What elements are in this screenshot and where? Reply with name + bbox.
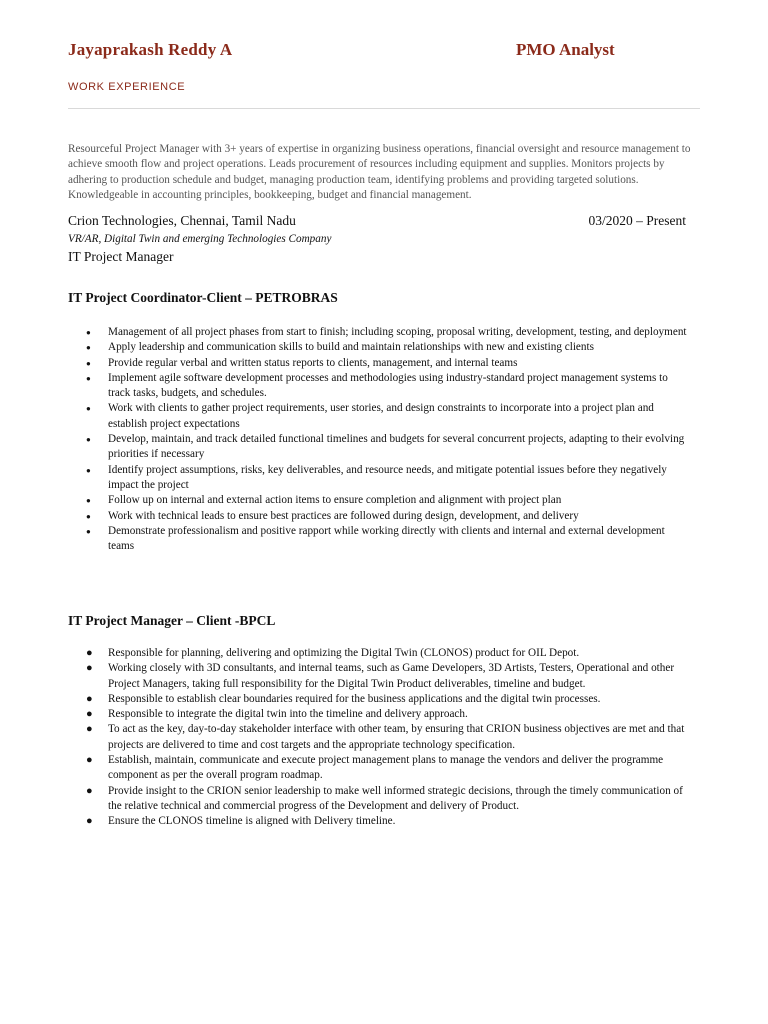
list-item-text: Responsible for planning, delivering and optimizing the Digital Twin (CLONOS) product for OIL Depot. bbox=[108, 647, 580, 659]
candidate-name: Jayaprakash Reddy A bbox=[68, 40, 233, 59]
petrobras-responsibilities bbox=[68, 325, 688, 554]
list-item-text: Demonstrate professionalism and positive rapport while working directly with clients and internal and external development teams bbox=[108, 524, 665, 553]
job-title: IT Project Manager bbox=[68, 249, 174, 264]
list-item bbox=[68, 524, 688, 555]
list-item-text: Follow up on internal and external action items to ensure completion and alignment with project plan bbox=[108, 494, 562, 507]
list-item bbox=[68, 692, 688, 707]
candidate-role: PMO Analyst bbox=[516, 40, 615, 59]
bullet-icon: ● bbox=[86, 692, 93, 705]
list-item bbox=[68, 340, 688, 355]
bullet-icon: ● bbox=[86, 723, 93, 736]
profile-summary: Resourceful Project Manager with 3+ years of expertise in organizing business operations, financial oversight and resource management to achieve smooth flow and project operations. Leads procurement of resources including equipment and supplies. Monitors projects by adhering to production schedule and budget, managing production team, identifying problems and providing targeted solutions. Knowledgeable in accounting principles, bookkeeping, budget and financial management. bbox=[68, 143, 691, 201]
company-description: VR/AR, Digital Twin and emerging Technologies Company bbox=[68, 233, 332, 245]
list-item-text: Provide regular verbal and written status reports to clients, management, and internal teams bbox=[108, 356, 518, 369]
list-item bbox=[68, 707, 688, 722]
list-item bbox=[68, 814, 688, 829]
list-item-text: Develop, maintain, and track detailed functional timelines and budgets for several concurrent projects, adapting to their evolving priorities if necessary bbox=[108, 433, 685, 461]
bullet-icon: ● bbox=[86, 815, 93, 828]
bullet-icon: ● bbox=[86, 511, 91, 521]
list-item-text: Management of all project phases from start to finish; including scoping, proposal writing, development, testing, and deployment bbox=[108, 326, 687, 338]
company-name: Crion Technologies, Chennai, Tamil Nadu bbox=[68, 213, 296, 228]
bullet-icon: ● bbox=[86, 784, 93, 797]
bullet-icon: ● bbox=[86, 343, 91, 353]
list-item bbox=[68, 509, 688, 524]
list-item-text: Implement agile software development processes and methodologies using industry-standard project management systems to track tasks, budgets, and schedules. bbox=[108, 371, 668, 400]
company-row bbox=[68, 213, 686, 231]
bullet-icon: ● bbox=[86, 373, 91, 383]
list-item-text: Establish, maintain, communicate and execute project management plans to manage the vendors and deliver the programme component as per the overall program roadmap. bbox=[108, 754, 664, 782]
list-item-text: Apply leadership and communication skills to build and maintain relationships with new and existing clients bbox=[108, 341, 594, 354]
list-item bbox=[68, 753, 688, 784]
list-item-text: Identify project assumptions, risks, key deliverables, and resource needs, and mitigate potential issues before they negatively impact the project bbox=[108, 463, 667, 491]
list-item bbox=[68, 432, 688, 463]
list-item bbox=[68, 661, 688, 692]
resume-header bbox=[68, 40, 700, 64]
list-item bbox=[68, 646, 688, 661]
employment-dates: 03/2020 – Present bbox=[588, 213, 686, 228]
list-item-text: Work with technical leads to ensure best practices are followed during design, development, and delivery bbox=[108, 509, 579, 522]
list-item bbox=[68, 463, 688, 494]
list-item-text: Ensure the CLONOS timeline is aligned with Delivery timeline. bbox=[108, 815, 396, 828]
bullet-icon: ● bbox=[86, 647, 93, 659]
list-item bbox=[68, 722, 688, 753]
list-item bbox=[68, 356, 688, 371]
list-item bbox=[68, 371, 688, 402]
list-item bbox=[68, 325, 688, 340]
section-title-work-experience: WORK EXPERIENCE bbox=[68, 81, 186, 93]
bullet-icon: ● bbox=[86, 465, 91, 475]
bullet-icon: ● bbox=[86, 328, 91, 337]
list-item bbox=[68, 401, 688, 432]
bullet-icon: ● bbox=[86, 404, 91, 414]
bullet-icon: ● bbox=[86, 526, 91, 536]
list-item bbox=[68, 784, 688, 815]
list-item-text: Work with clients to gather project requirements, user stories, and design constraints to incorporate into a project plan and establish project expectations bbox=[108, 402, 654, 430]
heading-petrobras: IT Project Coordinator-Client – PETROBRAS bbox=[68, 290, 338, 305]
bullet-icon: ● bbox=[86, 662, 93, 675]
heading-bpcl: IT Project Manager – Client -BPCL bbox=[68, 613, 276, 628]
list-item-text: Provide insight to the CRION senior leadership to make well informed strategic decisions, through the timely communication of the relative technical and commercial progress of the Development and delivery of Product. bbox=[108, 784, 683, 812]
bullet-icon: ● bbox=[86, 435, 91, 445]
list-item bbox=[68, 493, 688, 508]
list-item-text: To act as the key, day-to-day stakeholder interface with other team, by ensuring that CRION business objectives are met and that projects are delivered to time and cost targets and the appropriate technology specification. bbox=[108, 723, 685, 751]
list-item-text: Responsible to integrate the digital twin into the timeline and delivery approach. bbox=[108, 708, 468, 721]
list-item-text: Working closely with 3D consultants, and internal teams, such as Game Developers, 3D Artists, Testers, Operational and other Project Managers, taking full responsibility for the Digital Twin Product deliverables, timeline and budget. bbox=[108, 662, 675, 690]
bullet-icon: ● bbox=[86, 708, 93, 721]
section-divider bbox=[68, 108, 700, 109]
bullet-icon: ● bbox=[86, 358, 91, 368]
list-item-text: Responsible to establish clear boundaries required for the business applications and the digital twin processes. bbox=[108, 692, 601, 705]
bullet-icon: ● bbox=[86, 496, 91, 506]
bullet-icon: ● bbox=[86, 754, 93, 767]
bpcl-responsibilities bbox=[68, 646, 688, 830]
